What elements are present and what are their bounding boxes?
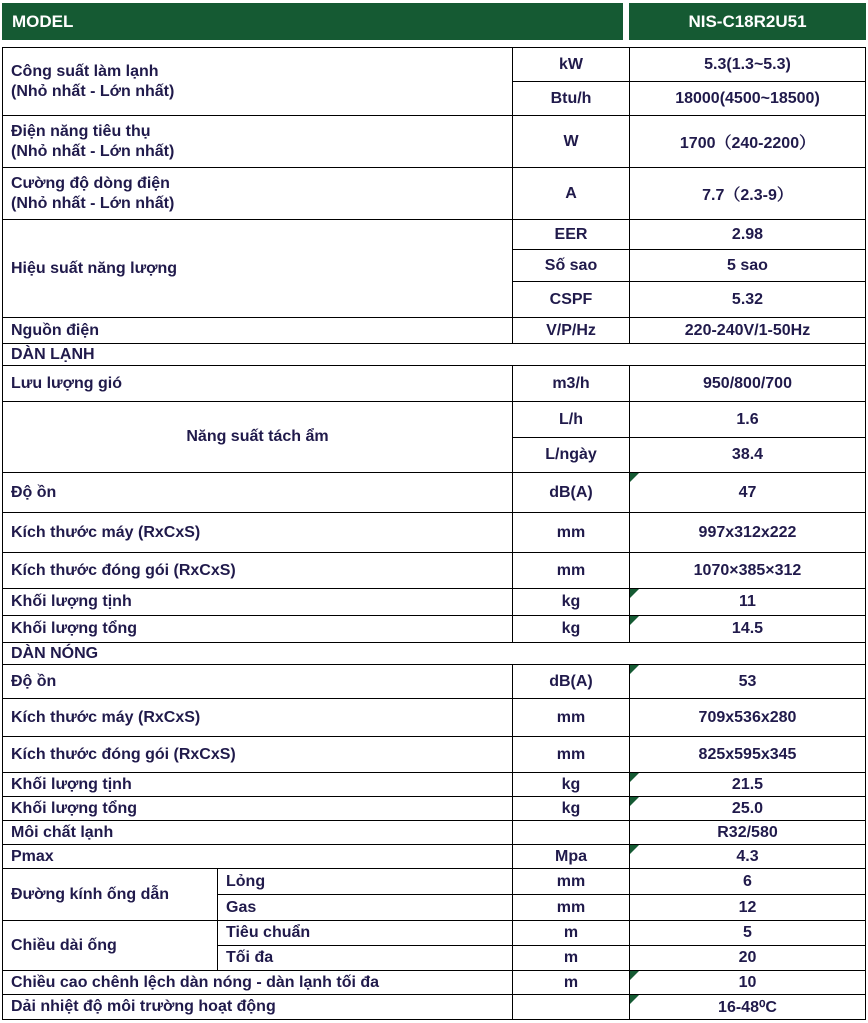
corner-marker-icon bbox=[630, 773, 639, 782]
unit-dehumidify-lday: L/ngày bbox=[513, 438, 630, 473]
table-row bbox=[3, 48, 866, 82]
value-airflow: 950/800/700 bbox=[630, 366, 866, 402]
value-dehumidify-lday: 38.4 bbox=[630, 438, 866, 473]
row-label-indoor-unit-size: Kích thước máy (RxCxS) bbox=[3, 513, 513, 553]
table-row bbox=[3, 513, 866, 553]
value-dehumidify-lh: 1.6 bbox=[630, 402, 866, 438]
row-label-indoor-pack-size: Kích thước đóng gói (RxCxS) bbox=[3, 553, 513, 589]
table-row bbox=[3, 971, 866, 995]
value-indoor-unit-size: 997x312x222 bbox=[630, 513, 866, 553]
corner-marker-icon bbox=[630, 845, 639, 854]
row-label-power-supply: Nguồn điện bbox=[3, 318, 513, 344]
label-subline: (Nhỏ nhất - Lớn nhất) bbox=[11, 194, 175, 212]
unit-current: A bbox=[513, 168, 630, 220]
row-label-efficiency: Hiệu suất năng lượng bbox=[3, 220, 513, 318]
value-pipe-gas: 12 bbox=[630, 895, 866, 921]
model-value: NIS-C18R2U51 bbox=[629, 3, 866, 40]
table-row bbox=[3, 869, 866, 895]
spec-table bbox=[2, 47, 866, 1020]
value-outdoor-pack-size: 825x595x345 bbox=[630, 737, 866, 773]
row-label-indoor-noise: Độ ồn bbox=[3, 473, 513, 513]
value-outdoor-net-weight bbox=[630, 773, 866, 797]
value-cooling-btu: 18000(4500~18500) bbox=[630, 82, 866, 116]
table-row bbox=[3, 921, 866, 946]
row-label-dehumidify: Năng suất tách ẩm bbox=[3, 402, 513, 473]
corner-marker-icon bbox=[630, 995, 639, 1004]
corner-marker-icon bbox=[630, 616, 639, 625]
row-label-pipe-diameter: Đường kính ống dẫn bbox=[3, 869, 218, 921]
unit-height-difference: m bbox=[513, 971, 630, 995]
value-cspf: 5.32 bbox=[630, 282, 866, 318]
row-label-height-difference: Chiều cao chênh lệch dàn nóng - dàn lạnh tối đa bbox=[3, 971, 513, 995]
value-pmax bbox=[630, 845, 866, 869]
row-label-outdoor-gross-weight: Khối lượng tổng bbox=[3, 797, 513, 821]
unit-pipe-standard: m bbox=[513, 921, 630, 946]
sublabel-pipe-liquid: Lỏng bbox=[218, 869, 513, 895]
row-label-airflow: Lưu lượng gió bbox=[3, 366, 513, 402]
row-label-current bbox=[3, 168, 513, 220]
value-indoor-noise bbox=[630, 473, 866, 513]
table-row bbox=[3, 665, 866, 699]
value-operating-temp bbox=[630, 995, 866, 1020]
unit-outdoor-pack-size: mm bbox=[513, 737, 630, 773]
value-text: 11 bbox=[739, 593, 756, 610]
unit-pipe-max: m bbox=[513, 946, 630, 971]
corner-marker-icon bbox=[630, 971, 639, 980]
unit-pmax: Mpa bbox=[513, 845, 630, 869]
unit-indoor-unit-size: mm bbox=[513, 513, 630, 553]
row-label-operating-temp: Dải nhiệt độ môi trường hoạt động bbox=[3, 995, 513, 1020]
value-indoor-gross-weight bbox=[630, 616, 866, 643]
value-power-input: 1700（240-2200） bbox=[630, 116, 866, 168]
value-refrigerant: R32/580 bbox=[630, 821, 866, 845]
unit-airflow: m3/h bbox=[513, 366, 630, 402]
value-outdoor-unit-size: 709x536x280 bbox=[630, 699, 866, 737]
unit-outdoor-gross-weight: kg bbox=[513, 797, 630, 821]
corner-marker-icon bbox=[630, 589, 639, 598]
unit-eer: EER bbox=[513, 220, 630, 250]
row-label-cooling-capacity bbox=[3, 48, 513, 116]
model-header-label: MODEL bbox=[2, 3, 623, 40]
table-row bbox=[3, 699, 866, 737]
table-row bbox=[3, 220, 866, 250]
value-text: 21.5 bbox=[731, 775, 764, 793]
row-label-outdoor-net-weight: Khối lượng tịnh bbox=[3, 773, 513, 797]
table-row bbox=[3, 773, 866, 797]
unit-cspf: CSPF bbox=[513, 282, 630, 318]
unit-cooling-kw: kW bbox=[513, 48, 630, 82]
value-text: 10 bbox=[738, 973, 757, 991]
value-cooling-kw: 5.3(1.3~5.3) bbox=[630, 48, 866, 82]
table-row bbox=[3, 797, 866, 821]
row-label-outdoor-noise: Độ ồn bbox=[3, 665, 513, 699]
section-row-outdoor bbox=[3, 643, 866, 665]
table-row bbox=[3, 116, 866, 168]
unit-pipe-liquid: mm bbox=[513, 869, 630, 895]
table-row bbox=[3, 473, 866, 513]
value-text: 25.0 bbox=[731, 799, 764, 817]
table-row bbox=[3, 589, 866, 616]
table-row bbox=[3, 845, 866, 869]
value-outdoor-gross-weight bbox=[630, 797, 866, 821]
value-power-supply: 220-240V/1-50Hz bbox=[630, 318, 866, 344]
label-subline: (Nhỏ nhất - Lớn nhất) bbox=[11, 82, 175, 100]
value-pipe-standard: 5 bbox=[630, 921, 866, 946]
unit-refrigerant bbox=[513, 821, 630, 845]
unit-pipe-gas: mm bbox=[513, 895, 630, 921]
row-label-pmax: Pmax bbox=[3, 845, 513, 869]
unit-outdoor-net-weight: kg bbox=[513, 773, 630, 797]
table-row bbox=[3, 995, 866, 1020]
table-row bbox=[3, 737, 866, 773]
value-text: 4.3 bbox=[736, 847, 759, 865]
unit-outdoor-unit-size: mm bbox=[513, 699, 630, 737]
label-line: Điện năng tiêu thụ bbox=[11, 122, 151, 140]
sublabel-pipe-gas: Gas bbox=[218, 895, 513, 921]
unit-cooling-btu: Btu/h bbox=[513, 82, 630, 116]
section-title-indoor: DÀN LẠNH bbox=[3, 344, 866, 366]
row-label-pipe-length: Chiều dài ống bbox=[3, 921, 218, 971]
value-pipe-liquid: 6 bbox=[630, 869, 866, 895]
sublabel-pipe-max: Tối đa bbox=[218, 946, 513, 971]
value-pipe-max: 20 bbox=[630, 946, 866, 971]
corner-marker-icon bbox=[630, 665, 639, 674]
unit-indoor-noise: dB(A) bbox=[513, 473, 630, 513]
table-row bbox=[3, 318, 866, 344]
value-text: 14.5 bbox=[731, 620, 764, 637]
label-line: Cường độ dòng điện bbox=[11, 174, 170, 192]
unit-star-rating: Số sao bbox=[513, 250, 630, 282]
table-row bbox=[3, 168, 866, 220]
row-label-power-input bbox=[3, 116, 513, 168]
row-label-outdoor-unit-size: Kích thước máy (RxCxS) bbox=[3, 699, 513, 737]
value-text: 53 bbox=[738, 672, 757, 690]
value-indoor-pack-size: 1070×385×312 bbox=[630, 553, 866, 589]
section-title-outdoor: DÀN NÓNG bbox=[3, 643, 866, 665]
label-line: Công suất làm lạnh bbox=[11, 62, 159, 80]
table-row bbox=[3, 366, 866, 402]
row-label-indoor-gross-weight: Khối lượng tổng bbox=[3, 616, 513, 643]
row-label-outdoor-pack-size: Kích thước đóng gói (RxCxS) bbox=[3, 737, 513, 773]
value-outdoor-noise bbox=[630, 665, 866, 699]
table-row bbox=[3, 553, 866, 589]
row-label-refrigerant: Môi chất lạnh bbox=[3, 821, 513, 845]
table-row bbox=[3, 616, 866, 643]
sublabel-pipe-standard: Tiêu chuẩn bbox=[218, 921, 513, 946]
value-star-rating: 5 sao bbox=[630, 250, 866, 282]
label-subline: (Nhỏ nhất - Lớn nhất) bbox=[11, 142, 175, 160]
value-current: 7.7（2.3-9） bbox=[630, 168, 866, 220]
unit-outdoor-noise: dB(A) bbox=[513, 665, 630, 699]
corner-marker-icon bbox=[630, 797, 639, 806]
unit-dehumidify-lh: L/h bbox=[513, 402, 630, 438]
value-text: 16-48⁰C bbox=[718, 999, 777, 1016]
unit-power-input: W bbox=[513, 116, 630, 168]
value-text: 47 bbox=[738, 483, 757, 501]
section-row-indoor bbox=[3, 344, 866, 366]
value-height-difference bbox=[630, 971, 866, 995]
row-label-indoor-net-weight: Khối lượng tịnh bbox=[3, 589, 513, 616]
table-header-row bbox=[2, 3, 866, 40]
corner-marker-icon bbox=[630, 473, 639, 482]
value-indoor-net-weight bbox=[630, 589, 866, 616]
value-eer: 2.98 bbox=[630, 220, 866, 250]
unit-indoor-pack-size: mm bbox=[513, 553, 630, 589]
unit-indoor-gross-weight: kg bbox=[513, 616, 630, 643]
unit-power-supply: V/P/Hz bbox=[513, 318, 630, 344]
unit-operating-temp bbox=[513, 995, 630, 1020]
unit-indoor-net-weight: kg bbox=[513, 589, 630, 616]
table-row bbox=[3, 821, 866, 845]
table-row bbox=[3, 402, 866, 438]
